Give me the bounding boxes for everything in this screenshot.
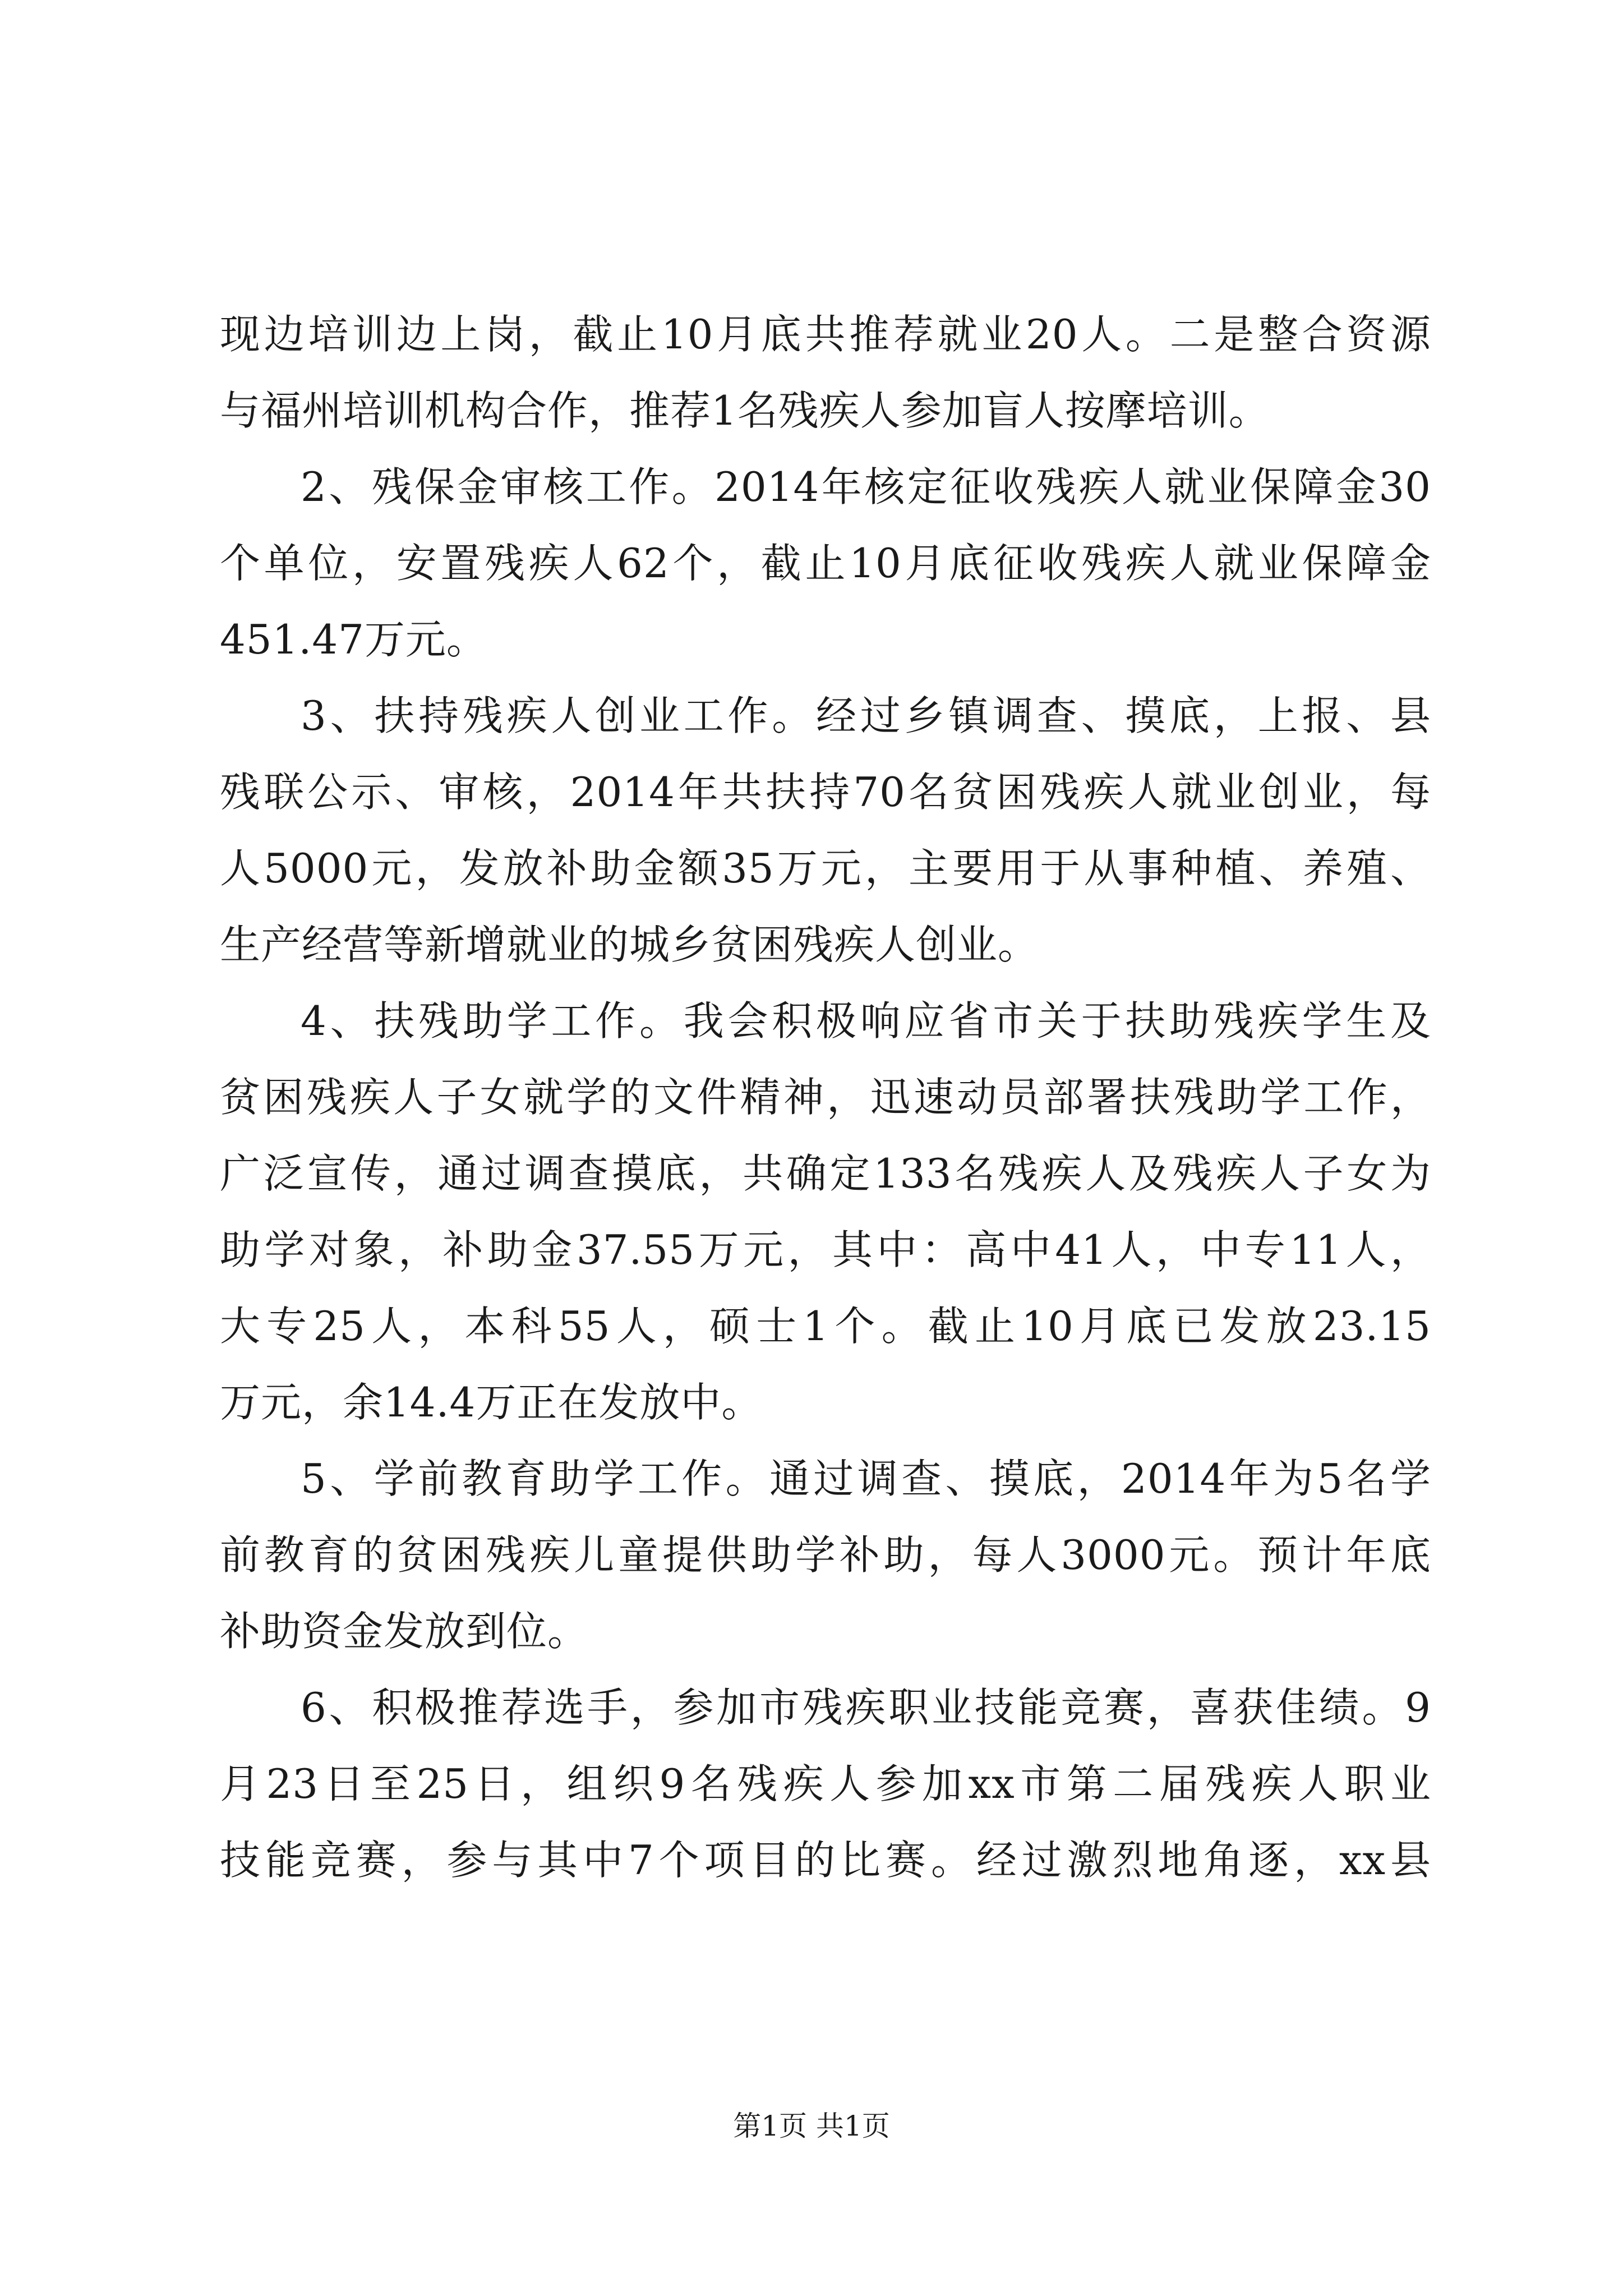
page-footer: 第1页 共1页 (733, 2110, 890, 2142)
text-line: 残联公示、审核，2014年共扶持70名贫困残疾人就业创业，每 (220, 769, 1431, 816)
text-line: 补助资金发放到位。 (220, 1608, 589, 1655)
text-line: 生产经营等新增就业的城乡贫困残疾人创业。 (220, 921, 1039, 968)
text-line: 前教育的贫困残疾儿童提供助学补助，每人3000元。预计年底 (220, 1531, 1431, 1579)
text-line: 2、残保金审核工作。2014年核定征收残疾人就业保障金30 (301, 463, 1431, 510)
text-line: 月23日至25日，组织9名残疾人参加xx市第二届残疾人职业 (220, 1760, 1431, 1807)
text-line: 贫困残疾人子女就学的文件精神，迅速动员部署扶残助学工作， (220, 1074, 1431, 1121)
text-line: 6、积极推荐选手，参加市残疾职业技能竞赛，喜获佳绩。9 (301, 1684, 1431, 1731)
document-body (220, 296, 1431, 1898)
text-line: 5、学前教育助学工作。通过调查、摸底，2014年为5名学 (301, 1455, 1431, 1502)
text-line: 现边培训边上岗，截止10月底共推荐就业20人。二是整合资源 (220, 311, 1431, 358)
text-line: 与福州培训机构合作，推荐1名残疾人参加盲人按摩培训。 (220, 387, 1270, 434)
text-line: 人5000元，发放补助金额35万元，主要用于从事种植、养殖、 (220, 845, 1431, 892)
text-line: 助学对象，补助金37.55万元，其中：高中41人，中专11人， (220, 1226, 1431, 1273)
text-line: 4、扶残助学工作。我会积极响应省市关于扶助残疾学生及 (301, 997, 1431, 1045)
text-line: 个单位，安置残疾人62个，截止10月底征收残疾人就业保障金 (220, 540, 1431, 587)
text-line: 广泛宣传，通过调查摸底，共确定133名残疾人及残疾人子女为 (220, 1150, 1431, 1197)
text-line: 大专25人，本科55人，硕士1个。截止10月底已发放23.15 (220, 1303, 1431, 1350)
text-line: 技能竞赛，参与其中7个项目的比赛。经过激烈地角逐，xx县 (220, 1837, 1431, 1884)
text-line: 万元，余14.4万正在发放中。 (220, 1379, 763, 1426)
text-line: 451.47万元。 (220, 616, 487, 663)
text-line: 3、扶持残疾人创业工作。经过乡镇调查、摸底，上报、县 (301, 692, 1431, 739)
